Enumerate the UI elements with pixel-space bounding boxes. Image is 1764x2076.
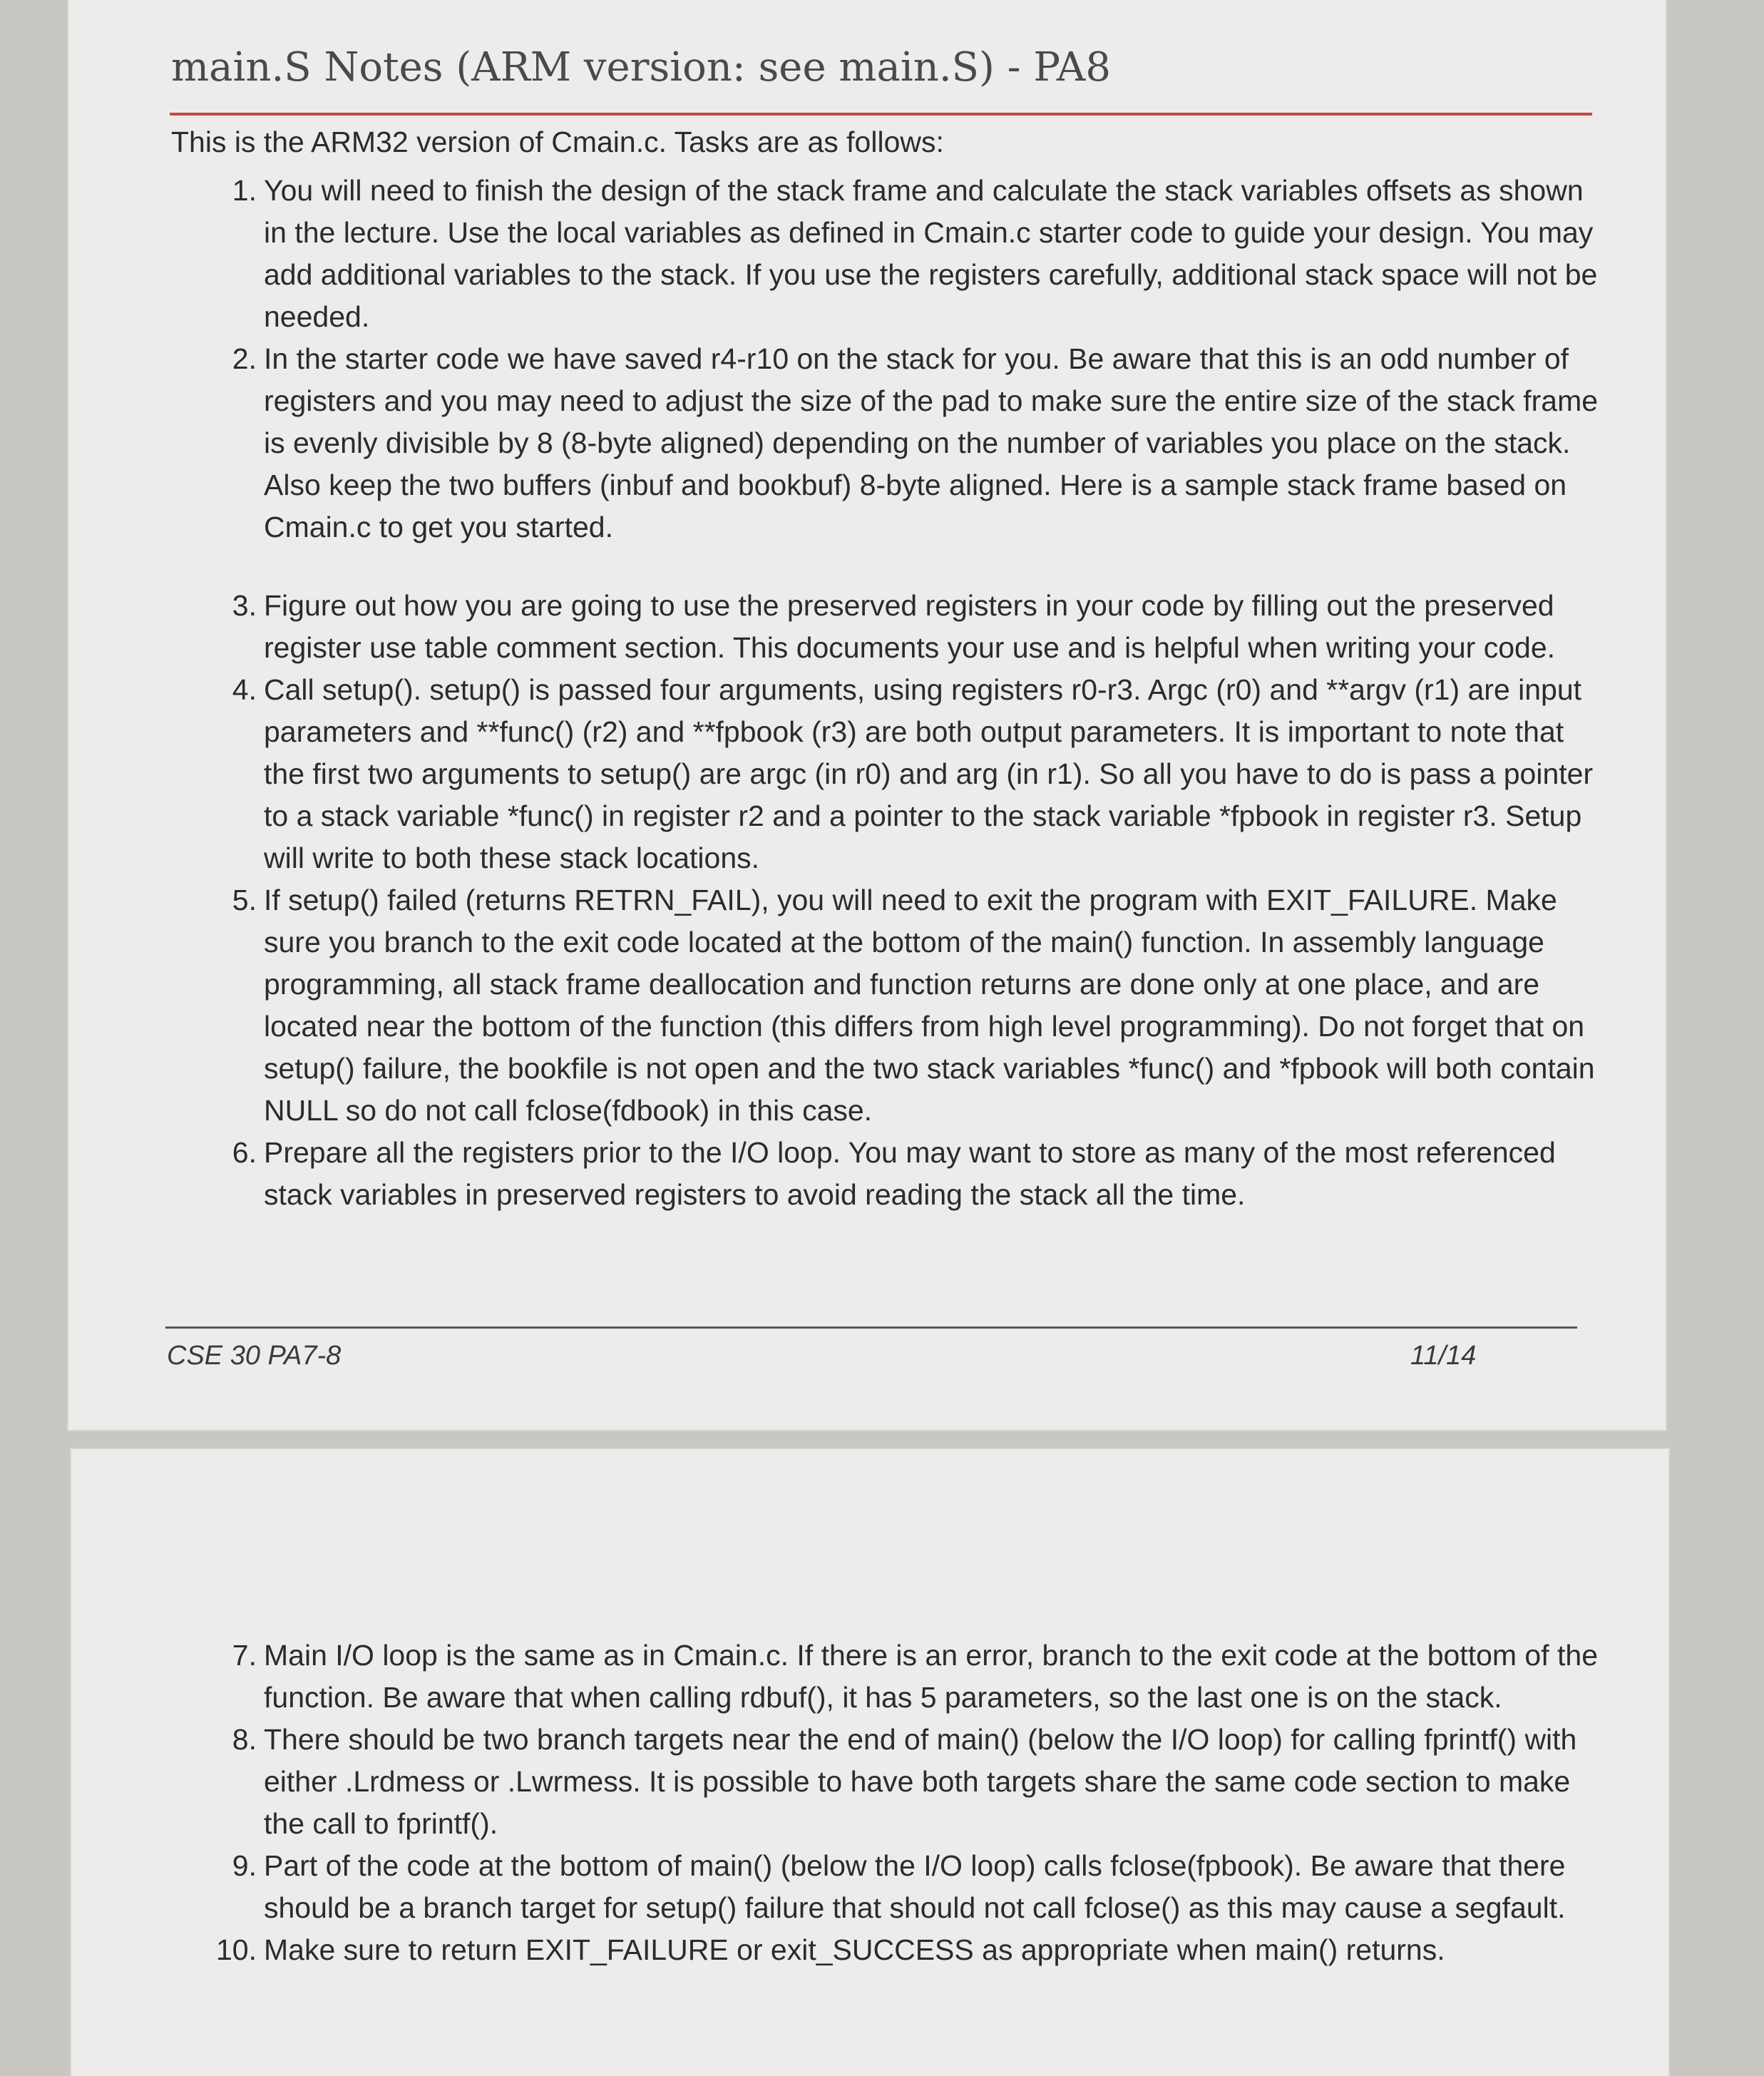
footer-course-label: CSE 30 PA7-8 bbox=[167, 1341, 342, 1371]
list-item bbox=[214, 1132, 1604, 1216]
item-number: 10. bbox=[216, 1933, 257, 1966]
item-number: 8. bbox=[232, 1723, 257, 1756]
item-number: 5. bbox=[232, 884, 257, 916]
task-list-part-3 bbox=[214, 1635, 1604, 1971]
item-text: You will need to finish the design of the stack frame and calculate the stack variables offsets as shown in the lecture. Use the local variables as defined in Cmain.c starter code to guide your design. You may add additional variables to the stack. If you use the registers carefully, additional stack space will not be needed. bbox=[264, 174, 1598, 333]
task-list-part-1 bbox=[214, 170, 1604, 548]
item-number: 3. bbox=[232, 589, 257, 622]
item-text: Figure out how you are going to use the preserved registers in your code by filling out the preserved register use table comment section. This documents your use and is helpful when writing your code. bbox=[264, 589, 1556, 664]
item-number: 4. bbox=[232, 673, 257, 706]
task-list-part-2 bbox=[214, 585, 1604, 1216]
list-item bbox=[214, 1929, 1604, 1971]
intro-text: This is the ARM32 version of Cmain.c. Tasks are as follows: bbox=[171, 126, 944, 158]
list-item bbox=[214, 1845, 1604, 1929]
item-text: Make sure to return EXIT_FAILURE or exit_SUCCESS as appropriate when main() returns. bbox=[264, 1933, 1445, 1966]
footer-divider bbox=[165, 1326, 1577, 1329]
footer-page-number: 11/14 bbox=[1410, 1341, 1477, 1371]
list-item bbox=[214, 585, 1604, 669]
list-item bbox=[214, 879, 1604, 1132]
item-text: If setup() failed (returns RETRN_FAIL), you will need to exit the program with EXIT_FAILURE. Make sure you branch to the exit code located at the bottom of the main() function. In assembly language programming, all stack frame deallocation and function returns are done only at one place, and are located near the bottom of the function (this differs from high level programming). Do not forget that on setup() failure, the bookfile is not open and the two stack variables *func() and *fpbook will both contain NULL so do not call fclose(fdbook) in this case. bbox=[264, 884, 1595, 1127]
item-text: Main I/O loop is the same as in Cmain.c. If there is an error, branch to the exit code at the bottom of the function. Be aware that when calling rdbuf(), it has 5 parameters, so the last one is on the stack. bbox=[264, 1639, 1599, 1714]
list-item bbox=[214, 170, 1604, 338]
list-item bbox=[214, 669, 1604, 879]
list-item bbox=[214, 1719, 1604, 1845]
title-underline bbox=[170, 113, 1592, 116]
item-text: Prepare all the registers prior to the I/O loop. You may want to store as many of the most referenced stack variables in preserved registers to avoid reading the stack all the time. bbox=[264, 1136, 1556, 1211]
item-number: 2. bbox=[232, 342, 257, 375]
item-number: 6. bbox=[232, 1136, 257, 1169]
page-title: main.S Notes (ARM version: see main.S) - PA8 bbox=[171, 44, 1111, 91]
list-item bbox=[214, 338, 1604, 548]
item-number: 7. bbox=[232, 1639, 257, 1672]
item-text: In the starter code we have saved r4-r10 on the stack for you. Be aware that this is an odd number of registers and you may need to adjust the size of the pad to make sure the entire size of the stack frame is evenly divisible by 8 (8-byte aligned) depending on the number of variables you place on the stack. Also keep the two buffers (inbuf and bookbuf) 8-byte aligned. Here is a sample stack frame based on Cmain.c to get you started. bbox=[264, 342, 1599, 543]
item-text: There should be two branch targets near the end of main() (below the I/O loop) for calling fprintf() with either .Lrdmess or .Lwrmess. It is possible to have both targets share the same code section to make the call to fprintf(). bbox=[264, 1723, 1577, 1840]
item-number: 1. bbox=[232, 174, 257, 207]
item-number: 9. bbox=[232, 1849, 257, 1882]
item-text: Call setup(). setup() is passed four arguments, using registers r0-r3. Argc (r0) and **argv (r1) are input parameters and **func() (r2) and **fpbook (r3) are both output parameters. It is important to note that the first two arguments to setup() are argc (in r0) and arg (in r1). So all you have to do is pass a pointer to a stack variable *func() in register r2 and a pointer to the stack variable *fpbook in register r3. Setup will write to both these stack locations. bbox=[264, 673, 1594, 874]
list-item bbox=[214, 1635, 1604, 1719]
item-text: Part of the code at the bottom of main() (below the I/O loop) calls fclose(fpbook). Be aware that there should be a branch target for setup() failure that should not call fclose() as this may cause a segfault. bbox=[264, 1849, 1566, 1924]
